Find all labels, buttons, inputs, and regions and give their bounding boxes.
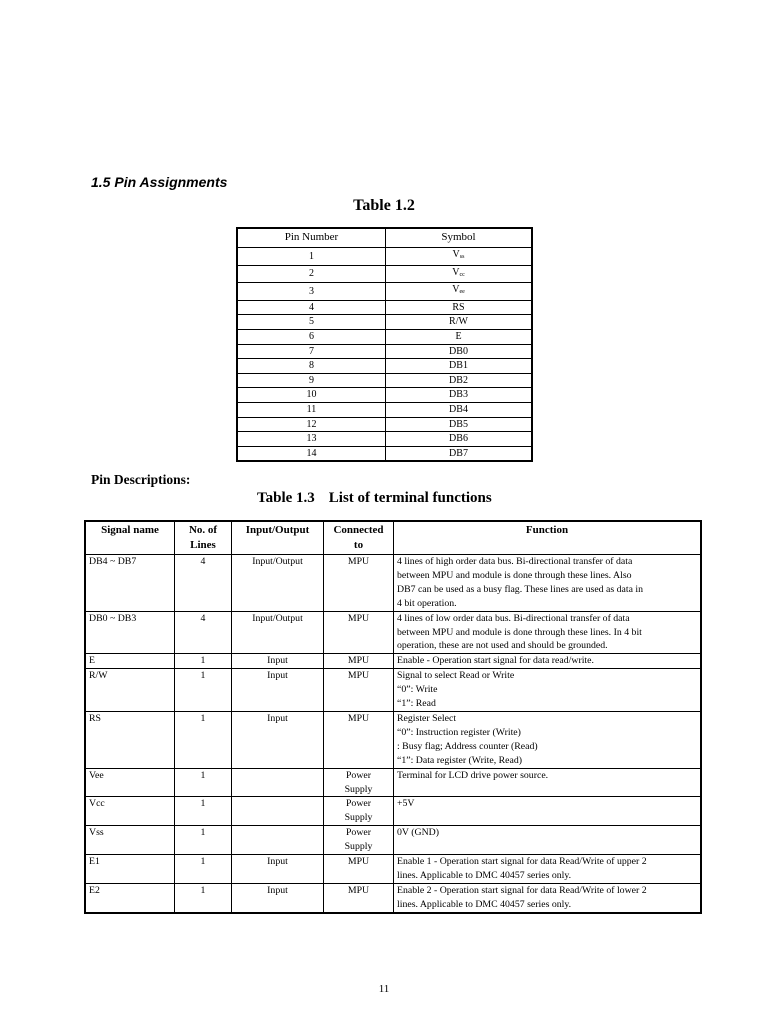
- input-output-cell: Input: [232, 654, 324, 669]
- pin-number-cell: 13: [237, 432, 386, 447]
- connected-to-cell: [324, 669, 394, 712]
- function-cell: [394, 654, 702, 669]
- symbol-cell: [386, 300, 533, 315]
- input-output-cell: Input/Output: [232, 611, 324, 654]
- symbol-text: V: [452, 249, 460, 260]
- function-line: Enable 1 - Operation start signal for data Read/Write of upper 2: [397, 856, 647, 868]
- symbol-text: DB7: [449, 447, 468, 459]
- function-cell: [394, 883, 702, 912]
- input-output-cell: Input: [232, 669, 324, 712]
- function-cell: [394, 797, 702, 826]
- function-cell: [394, 611, 702, 654]
- no-of-lines-cell: 1: [175, 855, 232, 884]
- function-cell: [394, 768, 702, 797]
- table-row: [237, 388, 532, 403]
- table-1-3-caption: List of terminal functions: [328, 490, 492, 506]
- symbol-text: DB2: [449, 374, 468, 386]
- function-line: “1”: Data register (Write, Read): [397, 754, 522, 766]
- no-of-lines-cell: 1: [175, 826, 232, 855]
- table-row: [237, 300, 532, 315]
- column-header-pin-number: Pin Number: [237, 228, 386, 248]
- pin-number-cell: 4: [237, 300, 386, 315]
- function-line: operation, these are not used and should be grounded.: [397, 640, 608, 652]
- column-header-function: Function: [394, 521, 702, 555]
- input-output-cell: [232, 826, 324, 855]
- input-output-cell: Input: [232, 883, 324, 912]
- pin-assignment-table: [236, 227, 533, 462]
- function-line: +5V: [397, 798, 415, 810]
- signal-name-cell: E1: [85, 855, 175, 884]
- connected-line: Power: [345, 798, 372, 810]
- header-line: No. of: [188, 524, 218, 536]
- symbol-cell: [386, 344, 533, 359]
- signal-name-cell: DB0 ~ DB3: [85, 611, 175, 654]
- function-line: Signal to select Read or Write: [397, 670, 515, 682]
- symbol-subscript: ss: [459, 254, 465, 260]
- symbol-cell: [386, 265, 533, 283]
- pin-number-cell: 6: [237, 329, 386, 344]
- connected-to-cell: [324, 711, 394, 768]
- pin-descriptions-heading: Pin Descriptions:: [91, 472, 191, 487]
- function-line: Enable 2 - Operation start signal for data Read/Write of lower 2: [397, 884, 647, 896]
- input-output-cell: Input/Output: [232, 555, 324, 612]
- table-row: [237, 248, 532, 266]
- symbol-text: DB3: [449, 389, 468, 401]
- connected-line: Supply: [344, 783, 373, 795]
- column-header-connected-to: [324, 521, 394, 555]
- input-output-cell: Input: [232, 711, 324, 768]
- header-line: Connected: [333, 524, 384, 536]
- table-row: [237, 417, 532, 432]
- function-line: lines. Applicable to DMC 40457 series only.: [397, 869, 572, 881]
- symbol-text: E: [455, 330, 462, 342]
- input-output-cell: [232, 797, 324, 826]
- symbol-cell: [386, 359, 533, 374]
- no-of-lines-cell: 1: [175, 768, 232, 797]
- symbol-cell: [386, 388, 533, 403]
- pin-number-cell: 1: [237, 248, 386, 266]
- function-cell: [394, 855, 702, 884]
- function-cell: [394, 669, 702, 712]
- table-row: [237, 359, 532, 374]
- function-line: “1”: Read: [397, 698, 436, 710]
- table-row: [85, 768, 701, 797]
- connected-line: MPU: [347, 856, 370, 868]
- table-1-3-title: [257, 490, 492, 507]
- symbol-text: DB5: [449, 418, 468, 430]
- connected-line: Supply: [344, 812, 373, 824]
- function-line: lines. Applicable to DMC 40457 series only.: [397, 898, 572, 910]
- symbol-text: R/W: [449, 316, 468, 328]
- symbol-cell: [386, 446, 533, 461]
- connected-line: MPU: [347, 670, 370, 682]
- signal-name-cell: Vss: [85, 826, 175, 855]
- pin-number-cell: 3: [237, 283, 386, 301]
- signal-name-cell: R/W: [85, 669, 175, 712]
- symbol-text: RS: [452, 301, 465, 313]
- connected-to-cell: [324, 768, 394, 797]
- column-header-signal-name: Signal name: [85, 521, 175, 555]
- no-of-lines-cell: 1: [175, 797, 232, 826]
- signal-name-cell: Vcc: [85, 797, 175, 826]
- function-cell: [394, 826, 702, 855]
- page-number: 11: [378, 983, 390, 995]
- symbol-cell: [386, 329, 533, 344]
- section-heading: 1.5 Pin Assignments: [91, 174, 228, 190]
- table-1-2-title: Table 1.2: [353, 197, 415, 214]
- function-line: “0”: Instruction register (Write): [397, 726, 521, 738]
- symbol-cell: [386, 402, 533, 417]
- column-header-input-output: Input/Output: [232, 521, 324, 555]
- table-row: [85, 555, 701, 612]
- connected-line: MPU: [347, 612, 370, 624]
- no-of-lines-cell: 1: [175, 711, 232, 768]
- function-line: : Busy flag; Address counter (Read): [397, 740, 538, 752]
- pin-number-cell: 14: [237, 446, 386, 461]
- header-line: Lines: [190, 539, 216, 551]
- connected-to-cell: [324, 883, 394, 912]
- symbol-cell: [386, 315, 533, 330]
- table-row: [85, 797, 701, 826]
- terminal-functions-body: [85, 555, 701, 913]
- table-header-row: [85, 521, 701, 555]
- connected-to-cell: [324, 797, 394, 826]
- table-row: [237, 432, 532, 447]
- table-row: [85, 826, 701, 855]
- table-row: [85, 711, 701, 768]
- table-header-row: [237, 228, 532, 248]
- connected-line: MPU: [347, 884, 370, 896]
- table-row: [237, 373, 532, 388]
- symbol-cell: [386, 373, 533, 388]
- pin-number-cell: 10: [237, 388, 386, 403]
- no-of-lines-cell: 4: [175, 555, 232, 612]
- table-1-3-number: Table 1.3: [257, 490, 315, 506]
- connected-line: MPU: [347, 655, 370, 667]
- function-line: “0”: Write: [397, 684, 438, 696]
- symbol-text: DB6: [449, 433, 468, 445]
- no-of-lines-cell: 1: [175, 669, 232, 712]
- function-line: DB7 can be used as a busy flag. These lines are used as data in: [397, 583, 644, 595]
- function-line: Enable - Operation start signal for data read/write.: [397, 655, 594, 667]
- connected-to-cell: [324, 555, 394, 612]
- pin-table-body: [237, 248, 532, 462]
- table-row: [85, 611, 701, 654]
- symbol-text: DB1: [449, 360, 468, 372]
- signal-name-cell: E: [85, 654, 175, 669]
- signal-name-cell: Vee: [85, 768, 175, 797]
- table-row: [85, 654, 701, 669]
- table-row: [237, 446, 532, 461]
- pin-number-cell: 9: [237, 373, 386, 388]
- table-row: [237, 315, 532, 330]
- signal-name-cell: DB4 ~ DB7: [85, 555, 175, 612]
- function-line: between MPU and module is done through these lines. In 4 bit: [397, 626, 642, 638]
- symbol-cell: [386, 283, 533, 301]
- function-line: between MPU and module is done through these lines. Also: [397, 569, 632, 581]
- column-header-no-of-lines: [175, 521, 232, 555]
- connected-line: MPU: [347, 556, 370, 567]
- function-line: 4 lines of high order data bus. Bi-directional transfer of data: [397, 556, 633, 567]
- terminal-functions-table: [84, 520, 702, 914]
- pin-number-cell: 7: [237, 344, 386, 359]
- table-row: [85, 883, 701, 912]
- input-output-cell: Input: [232, 855, 324, 884]
- symbol-text: V: [452, 266, 460, 278]
- pin-number-cell: 11: [237, 402, 386, 417]
- no-of-lines-cell: 4: [175, 611, 232, 654]
- table-row: [237, 329, 532, 344]
- connected-to-cell: [324, 611, 394, 654]
- connected-line: MPU: [347, 712, 370, 724]
- pin-number-cell: 12: [237, 417, 386, 432]
- function-line: 0V (GND): [397, 827, 439, 839]
- table-row: [237, 265, 532, 283]
- signal-name-cell: E2: [85, 883, 175, 912]
- function-line: Register Select: [397, 712, 457, 724]
- connected-to-cell: [324, 855, 394, 884]
- no-of-lines-cell: 1: [175, 883, 232, 912]
- connected-line: Supply: [344, 841, 373, 853]
- symbol-cell: [386, 417, 533, 432]
- connected-line: Power: [345, 769, 372, 781]
- header-line: to: [353, 539, 364, 551]
- symbol-cell: [386, 248, 533, 266]
- function-line: 4 bit operation.: [397, 597, 457, 609]
- pin-number-cell: 8: [237, 359, 386, 374]
- symbol-subscript: cc: [459, 271, 465, 278]
- symbol-text: V: [452, 284, 460, 296]
- connected-line: Power: [345, 827, 372, 839]
- pin-number-cell: 2: [237, 265, 386, 283]
- table-row: [85, 669, 701, 712]
- function-cell: [394, 711, 702, 768]
- signal-name-cell: RS: [85, 711, 175, 768]
- table-row: [237, 402, 532, 417]
- pin-number-cell: 5: [237, 315, 386, 330]
- table-row: [237, 344, 532, 359]
- input-output-cell: [232, 768, 324, 797]
- symbol-cell: [386, 432, 533, 447]
- table-row: [237, 283, 532, 301]
- connected-to-cell: [324, 654, 394, 669]
- no-of-lines-cell: 1: [175, 654, 232, 669]
- symbol-text: DB4: [449, 403, 468, 415]
- symbol-subscript: ee: [459, 289, 465, 296]
- connected-to-cell: [324, 826, 394, 855]
- function-line: 4 lines of low order data bus. Bi-directional transfer of data: [397, 612, 630, 624]
- table-row: [85, 855, 701, 884]
- function-cell: [394, 555, 702, 612]
- function-line: Terminal for LCD drive power source.: [397, 769, 549, 781]
- symbol-text: DB0: [449, 345, 468, 357]
- column-header-symbol: Symbol: [386, 228, 533, 248]
